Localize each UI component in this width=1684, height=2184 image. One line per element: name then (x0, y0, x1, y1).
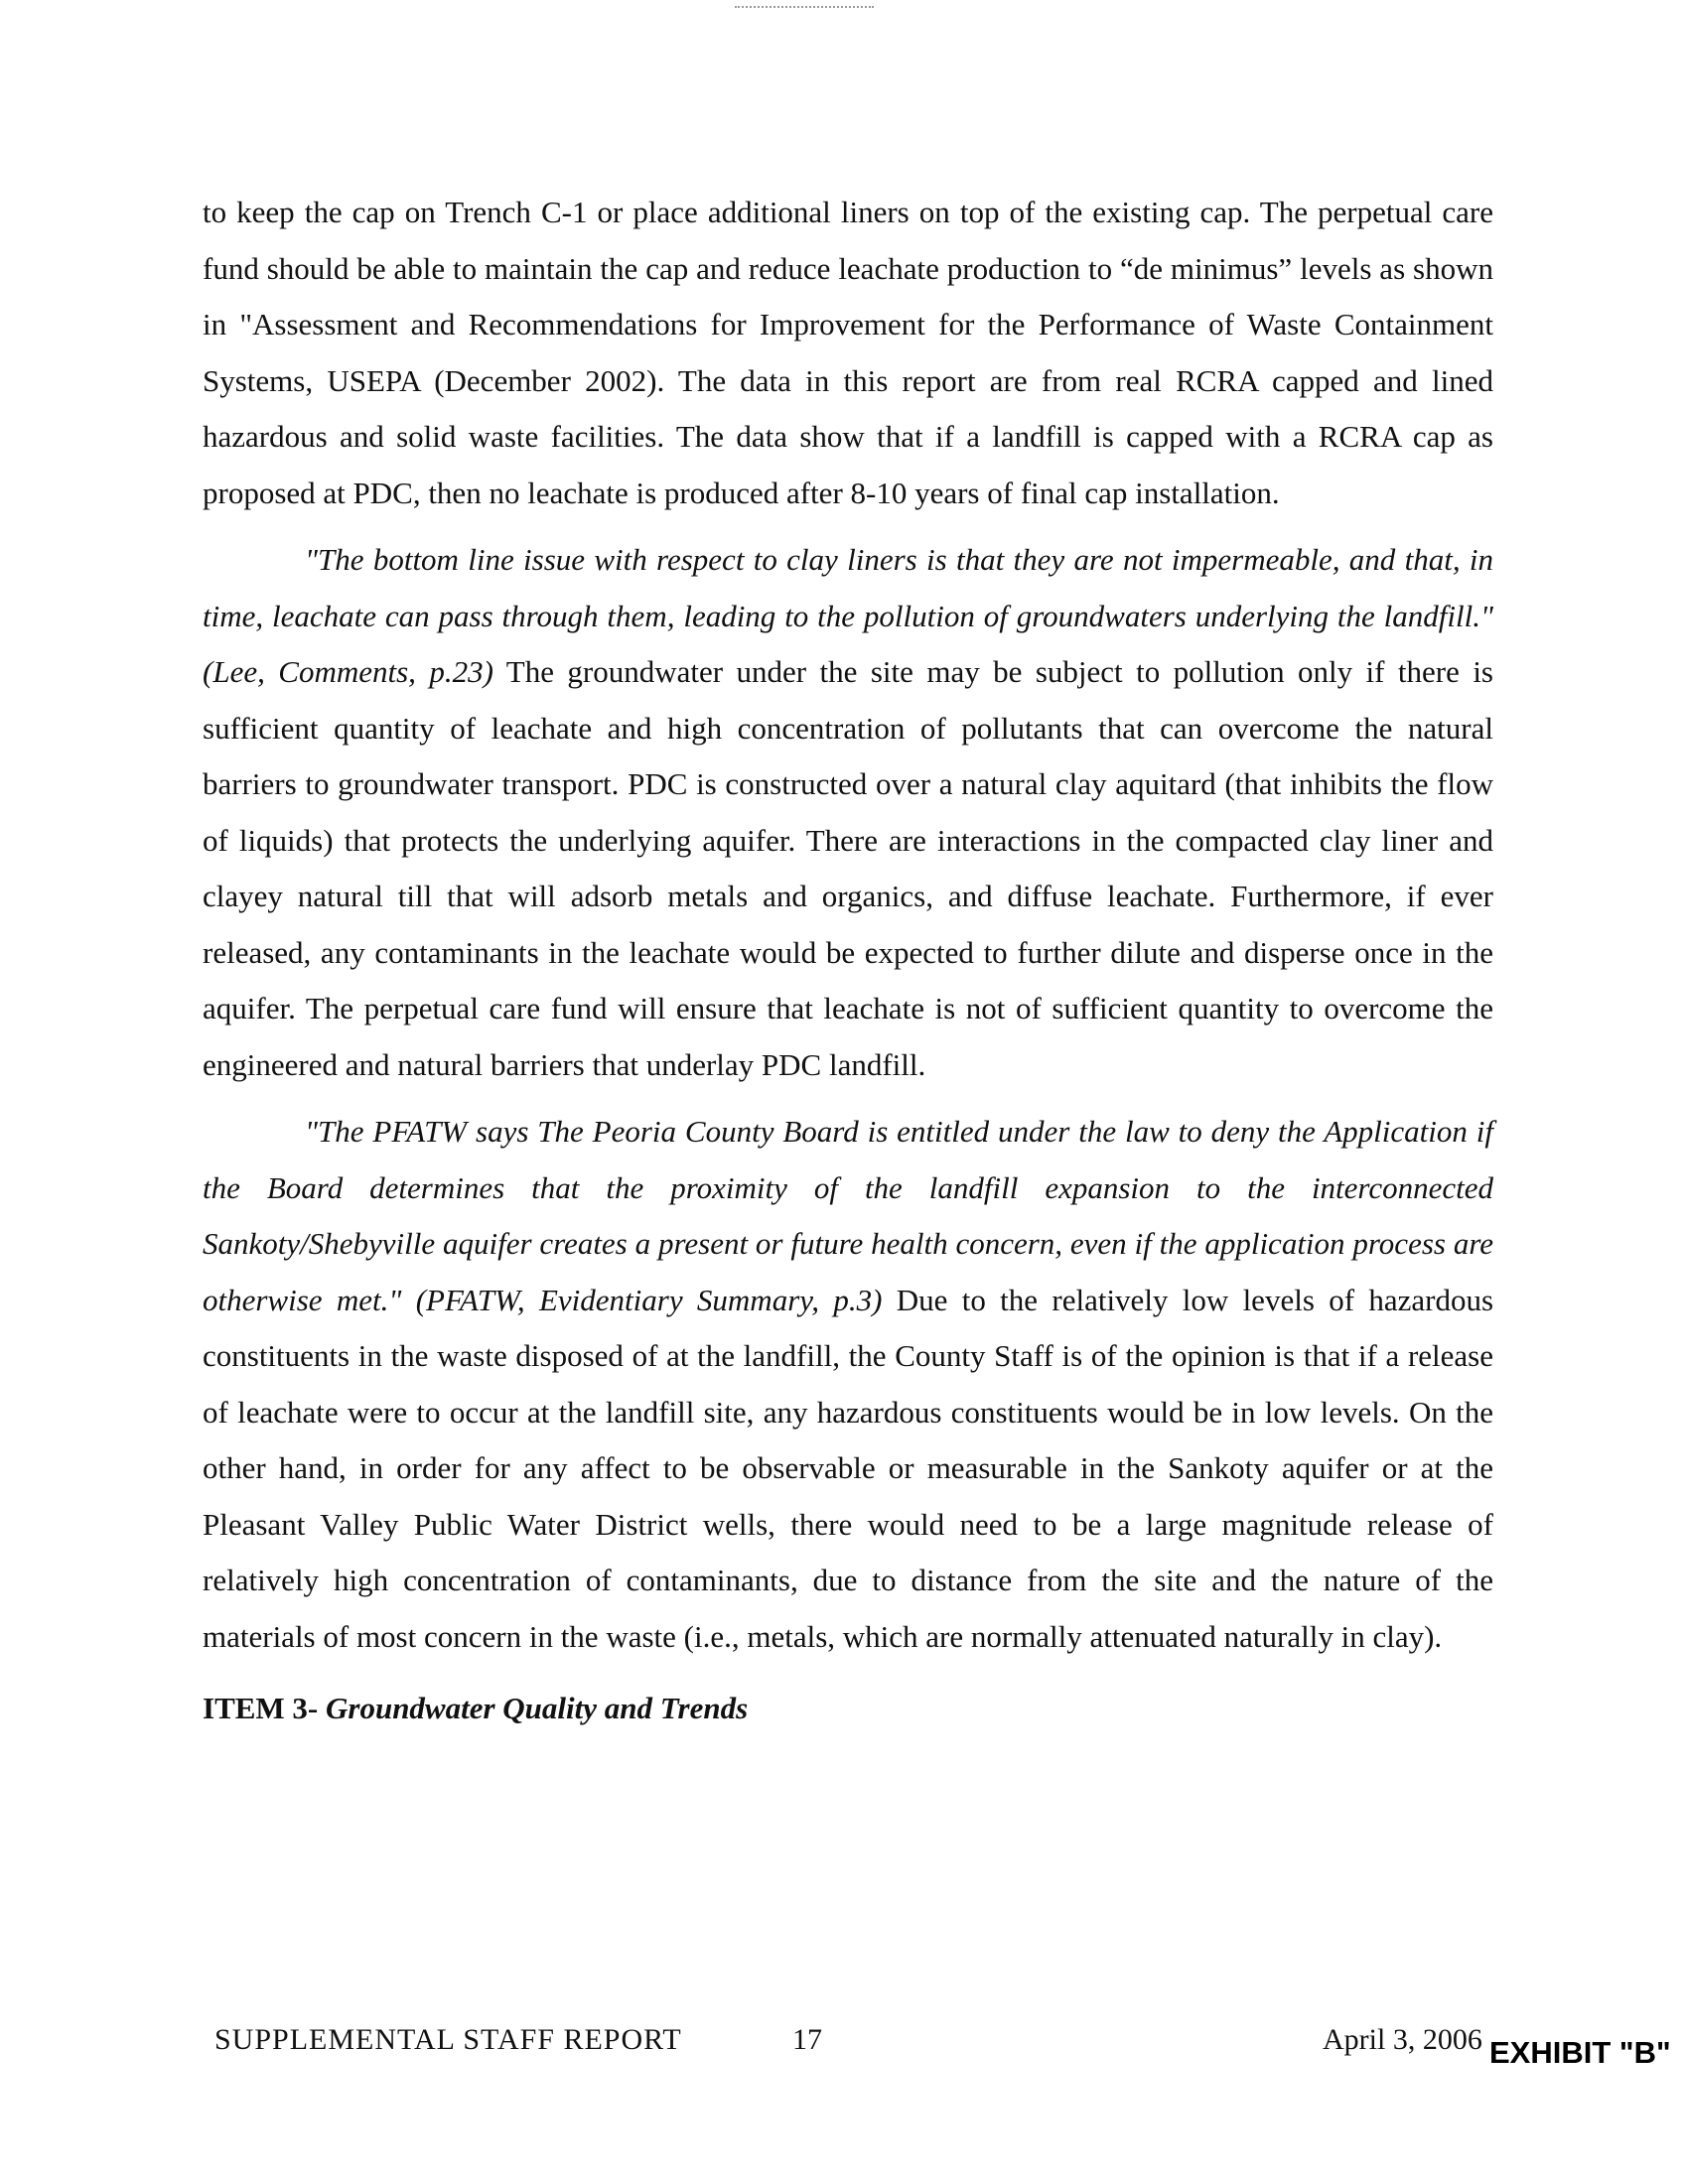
section-heading-item-3 (203, 1681, 1493, 1736)
footer-page-number: 17 (792, 2023, 822, 2056)
scan-artifact (735, 6, 874, 10)
paragraph-clay-liners (203, 532, 1493, 1093)
exhibit-stamp: EXHIBIT "B" (1489, 2035, 1671, 2070)
quote-lee-comments: "The bottom line issue with respect to clay liners is that they are not impermeable, and that, in time, leachate can pass through them, leading to the pollution of groundwaters underlying the landfill." (Lee, Comments, p.23) (203, 542, 1493, 689)
item-title: Groundwater Quality and Trends (326, 1691, 749, 1725)
footer-report-name: SUPPLEMENTAL STAFF REPORT (214, 2023, 682, 2056)
page-footer (0, 2023, 1684, 2083)
quote-pfatw-summary: "The PFATW says The Peoria County Board is entitled under the law to deny the Application if the Board determines that the proximity of the landfill expansion to the interconnected Sankoty/Shebyville aquifer creates a present or future health concern, even if the application process are otherwise met." (PFATW, Evidentiary Summary, p.3) (203, 1114, 1493, 1317)
paragraph-cap-maintenance: to keep the cap on Trench C-1 or place additional liners on top of the existing cap. The perpetual care fund should be able to maintain the cap and reduce leachate production to “de minimus” levels as shown in "Assessment and Recommendations for Improvement for the Performance of Waste Containment Systems, USEPA (December 2002). The data in this report are from real RCRA capped and lined hazardous and solid waste facilities. The data show that if a landfill is capped with a RCRA cap as proposed at PDC, then no leachate is produced after 8-10 years of final cap installation. (203, 195, 1493, 510)
page-body (203, 185, 1493, 1736)
response-clay-liners: The groundwater under the site may be subject to pollution only if there is sufficient quantity of leachate and high concentration of pollutants that can overcome the natural barriers to groundwater transport. PDC is constructed over a natural clay aquitard (that inhibits the flow of liquids) that protects the underlying aquifer. There are interactions in the compacted clay liner and clayey natural till that will adsorb metals and organics, and diffuse leachate. Furthermore, if ever released, any contaminants in the leachate would be expected to further dilute and disperse once in the aquifer. The perpetual care fund will ensure that leachate is not of sufficient quantity to overcome the engineered and natural barriers that underlay PDC landfill. (203, 654, 1493, 1082)
item-label: ITEM 3- (203, 1691, 319, 1725)
response-aquifer-proximity: Due to the relatively low levels of hazardous constituents in the waste disposed of at the landfill, the County Staff is of the opinion is that if a release of leachate were to occur at the landfill site, any hazardous constituents would be in low levels. On the other hand, in order for any affect to be observable or measurable in the Sankoty aquifer or at the Pleasant Valley Public Water District wells, there would need to be a large magnitude release of relatively high concentration of contaminants, due to distance from the site and the nature of the materials of most concern in the waste (i.e., metals, which are normally attenuated naturally in clay). (203, 1282, 1494, 1654)
footer-date: April 3, 2006 (1323, 2023, 1482, 2056)
paragraph-aquifer-proximity (203, 1104, 1493, 1665)
